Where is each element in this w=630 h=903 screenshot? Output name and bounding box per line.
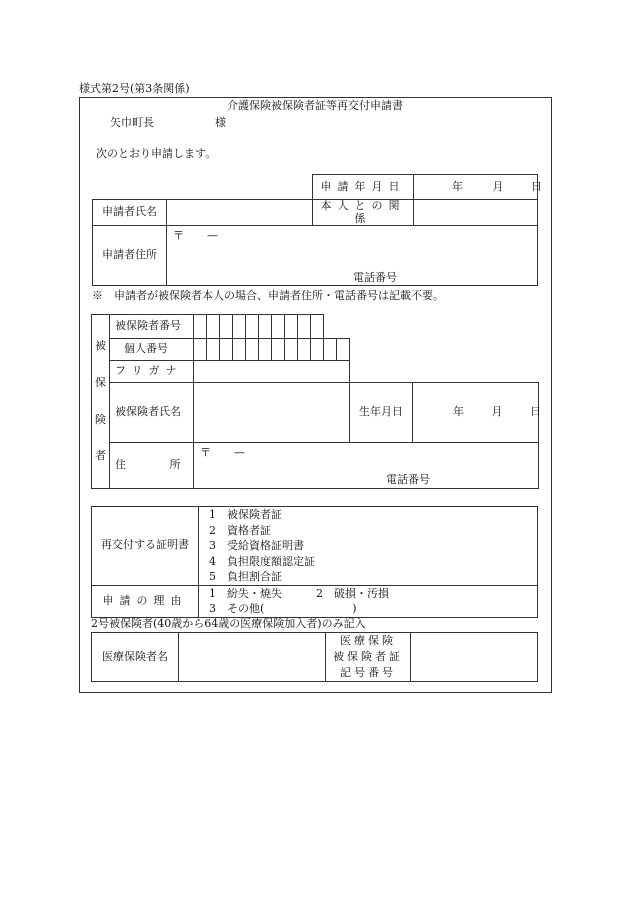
postal-dash: — [234, 446, 245, 459]
personal-number-digit[interactable] [337, 339, 350, 361]
certificate-option[interactable]: 4 負担限度額認定証 [209, 554, 315, 568]
personal-number-digit[interactable] [324, 339, 337, 361]
personal-number-label: 個人番号 [110, 339, 194, 361]
personal-number-digit[interactable] [311, 339, 324, 361]
personal-number-digit[interactable] [207, 339, 220, 361]
insured-number-digit[interactable] [207, 315, 220, 339]
personal-number-digit[interactable] [233, 339, 246, 361]
applicant-table [92, 174, 542, 286]
form-number: 様式第2号(第3条関係) [79, 82, 190, 95]
reissue-table [91, 506, 538, 618]
birth-label: 生年月日 [350, 383, 413, 443]
insured-side-label: 被 保 険 者 [92, 315, 110, 489]
type2-heading: 2号被保険者(40歳から64歳の医療保険加入者)のみ記入 [91, 617, 366, 630]
insured-number-digit[interactable] [246, 315, 259, 339]
reason-list[interactable] [199, 585, 538, 617]
applicant-name-label: 申請者氏名 [93, 200, 167, 226]
personal-number-digit[interactable] [220, 339, 233, 361]
reason-option[interactable]: 2 破損・汚損 [316, 586, 389, 600]
date-year: 年 [452, 179, 463, 193]
insured-number-label: 医療保険 被保険者証 記号番号 [326, 633, 411, 682]
relation-field[interactable] [414, 200, 538, 226]
insured-number-digit[interactable] [233, 315, 246, 339]
certificate-option[interactable]: 1 被保険者証 [209, 508, 282, 521]
applicant-note: ※ 申請者が被保険者本人の場合、申請者住所・電話番号は記載不要。 [92, 289, 444, 302]
insured-number-digit[interactable] [272, 315, 285, 339]
insured-name-field[interactable] [194, 383, 350, 443]
applicant-name-field[interactable] [167, 200, 313, 226]
insured-number-field[interactable] [411, 633, 538, 682]
certificate-label: 再交付する証明書 [92, 507, 199, 586]
postal-mark: 〒 [200, 446, 211, 459]
furigana-label: フリガナ [110, 361, 194, 383]
date-field[interactable] [414, 175, 542, 200]
reason-label: 申請の理由 [92, 585, 199, 617]
birth-day: 日 [530, 405, 541, 419]
birth-year: 年 [453, 405, 464, 419]
personal-number-digit[interactable] [259, 339, 272, 361]
personal-number-digit[interactable] [246, 339, 259, 361]
postal-dash: — [207, 229, 218, 243]
personal-number-digit[interactable] [194, 339, 207, 361]
furigana-field[interactable] [194, 361, 350, 383]
insurer-label: 医療保険者名 [92, 633, 179, 682]
insured-address-field[interactable] [194, 443, 539, 489]
certificate-list[interactable] [199, 507, 538, 586]
applicant-address-field[interactable] [167, 226, 538, 286]
reason-option[interactable]: 1 紛失・焼失 [209, 586, 282, 600]
insured-number-digit[interactable] [220, 315, 233, 339]
relation-label: 本人との関係 [313, 200, 414, 226]
reason-option[interactable]: 3 その他( ) [209, 602, 357, 615]
certificate-option[interactable]: 3 受給資格証明書 [209, 539, 304, 552]
postal-mark: 〒 [173, 229, 184, 243]
insured-number-digit[interactable] [194, 315, 207, 339]
personal-number-digit[interactable] [272, 339, 285, 361]
insured-name-label: 被保険者氏名 [110, 383, 194, 443]
form-title: 介護保険被保険者証等再交付申請書 [227, 99, 403, 112]
insured-number-digit[interactable] [298, 315, 311, 339]
insured-number-digit[interactable] [285, 315, 298, 339]
applicant-address-label: 申請者住所 [93, 226, 167, 286]
insured-table [91, 314, 539, 489]
insured-number-digit[interactable] [311, 315, 324, 339]
insured-address-label: 住 所 [110, 443, 194, 489]
date-label: 申請年月日 [313, 175, 414, 200]
date-month: 月 [492, 179, 504, 193]
certificate-option[interactable]: 2 資格者証 [209, 523, 271, 537]
date-day: 日 [531, 179, 542, 193]
intro-text: 次のとおり申請します。 [96, 147, 217, 160]
personal-number-digit[interactable] [285, 339, 298, 361]
applicant-phone-label: 電話番号 [353, 271, 397, 285]
addressee-honorific: 様 [215, 116, 226, 129]
insured-number-digit[interactable] [259, 315, 272, 339]
insurer-field[interactable] [179, 633, 326, 682]
addressee-name: 矢巾町長 [110, 116, 154, 129]
birth-month: 月 [491, 405, 503, 419]
personal-number-digit[interactable] [298, 339, 311, 361]
certificate-option[interactable]: 5 負担割合証 [209, 570, 282, 583]
insured-number-label: 被保険者番号 [110, 315, 194, 339]
type2-table [91, 632, 538, 682]
insured-phone-label: 電話番号 [386, 473, 430, 486]
birth-field[interactable] [413, 383, 539, 443]
